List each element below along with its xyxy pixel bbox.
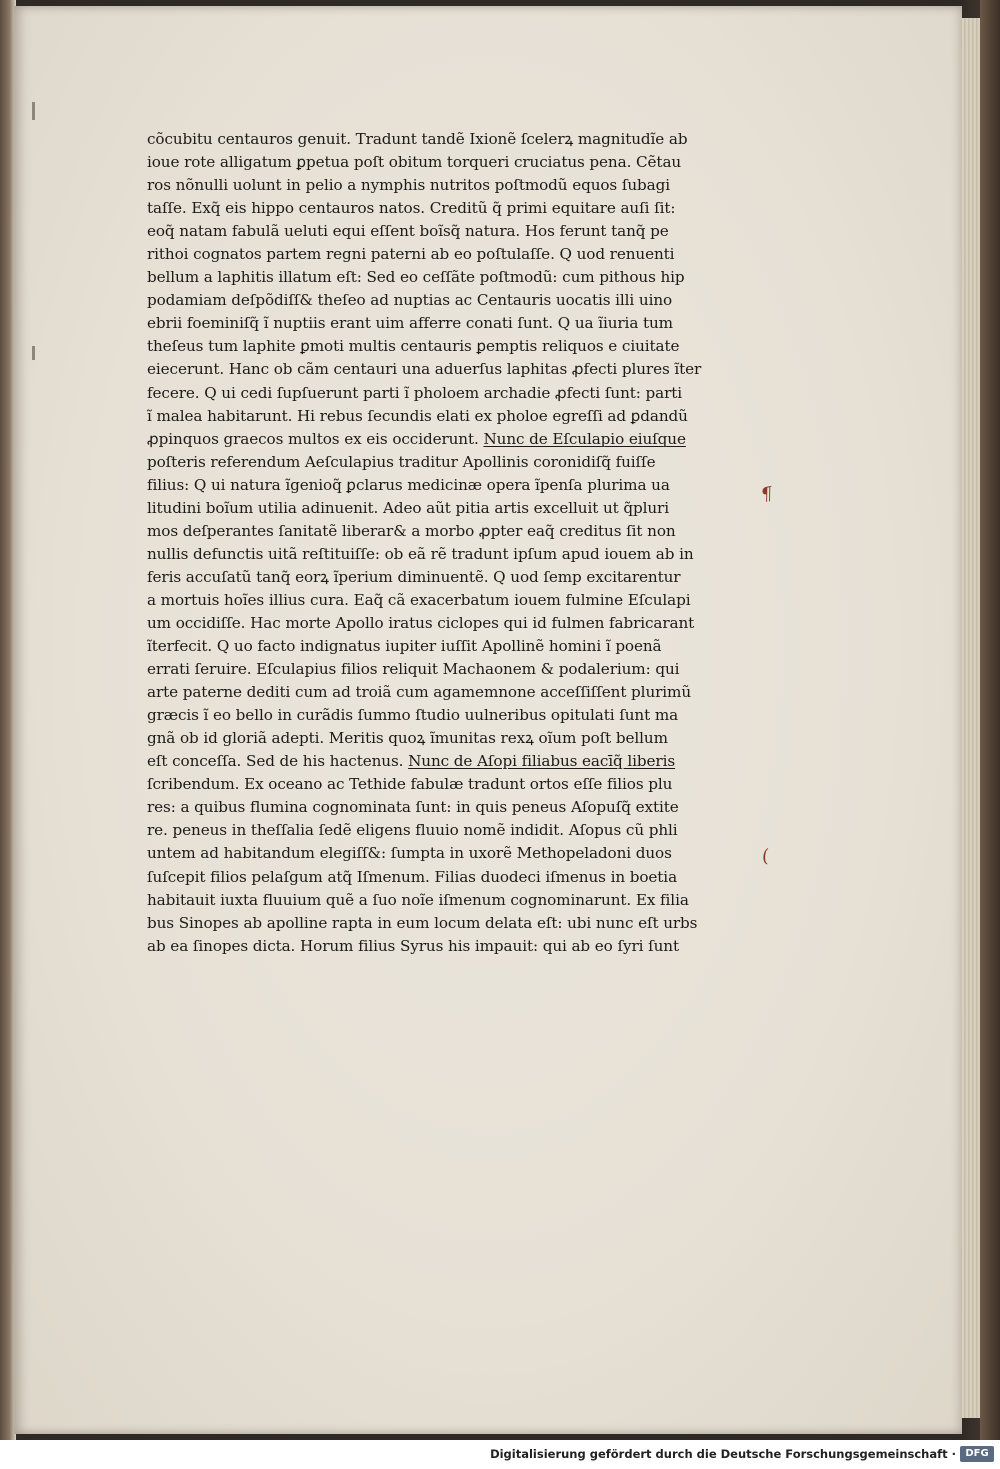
text-segment: ꝓpinquos graecos multos ex eis occiderunt. bbox=[147, 429, 484, 448]
margin-mark bbox=[32, 346, 35, 360]
text-line: mos deſperantes ſanitatẽ liberar& a morbo ꝓpter eaq̃ creditus ſit non bbox=[147, 521, 676, 540]
text-line: ab ea ſinopes dicta. Horum filius Syrus his impauit: qui ab eo ſyri ſunt bbox=[147, 936, 679, 955]
text-line: untem ad habitandum elegiſſ&: ſumpta in uxorẽ Methopeladoni duos bbox=[147, 844, 672, 863]
text-line: re. peneus in theſſalia ſedẽ eligens fluuio nomẽ indidit. Aſopus cũ phli bbox=[147, 821, 678, 840]
section-heading-esculapius: Nunc de Eſculapio eiuſque bbox=[483, 429, 686, 448]
marginal-annotation: ( bbox=[760, 845, 771, 868]
text-line: bus Sinopes ab apolline rapta in eum locum delata eſt: ubi nunc eſt urbs bbox=[147, 913, 698, 932]
marginal-annotation: ¶ bbox=[759, 483, 775, 506]
text-line: gnã ob id gloriã adepti. Meritis quoꝝ ĩmunitas rexꝝ oĩum poſt bellum bbox=[147, 729, 668, 748]
text-line: ebrii foeminiſq̃ ĩ nuptiis erant uim afferre conati ſunt. Q ua ĩiuria tum bbox=[147, 314, 673, 333]
text-line: ros nõnulli uolunt in pelio a nymphis nutritos poſtmodũ equos ſubagi bbox=[147, 176, 671, 195]
text-line: podamiam deſpõdiſſ& theſeo ad nuptias ac Centauris uocatis illi uino bbox=[147, 291, 673, 310]
book-page bbox=[14, 6, 962, 1434]
text-line: eiecerunt. Hanc ob cãm centauri una aduerſus laphitas ꝓfecti plures ĩter bbox=[147, 360, 702, 379]
text-block bbox=[147, 128, 767, 958]
text-line: cõcubitu centauros genuit. Tradunt tandẽ Ixionẽ ſcelerꝝ magnitudĩe ab bbox=[147, 130, 688, 148]
text-line: græcis ĩ eo bello in curãdis ſummo ſtudio uulneribus opitulati ſunt ma bbox=[147, 706, 679, 725]
text-line: theſeus tum laphite ꝑmoti multis centauris ꝑemptis reliquos e ciuitate bbox=[147, 337, 680, 356]
text-line: arte paterne dediti cum ad troiã cum agamemnone acceſſiſſent plurimũ bbox=[147, 683, 692, 702]
text-line: ſuſcepit filios pelaſgum atq̃ Iſmenum. Filias duodeci iſmenus in boetia bbox=[147, 867, 678, 886]
section-heading-asopus: Nunc de Aſopi filiabus eacīq̃ liberis bbox=[408, 752, 676, 771]
text-line: eoq̃ natam fabulã ueluti equi eſſent boĩsq̃ natura. Hos ferunt tanq̃ pe bbox=[147, 222, 669, 241]
margin-mark bbox=[32, 102, 35, 120]
text-line: errati ſeruire. Eſculapius filios reliquit Machaonem & podalerium: qui bbox=[147, 660, 680, 679]
footer-bar bbox=[0, 1440, 1000, 1469]
funding-credit: Digitalisierung gefördert durch die Deutsche Forschungsgemeinschaft · bbox=[490, 1447, 956, 1461]
book-cover-edge bbox=[980, 0, 1000, 1440]
text-line: um occidiſſe. Hac morte Apollo iratus ciclopes qui id fulmen fabricarant bbox=[147, 613, 695, 632]
text-line: litudini boĩum utilia adinuenit. Adeo aũt pitia artis excelluit ut q̃pluri bbox=[147, 498, 669, 517]
text-line: filius: Q ui natura ĩgenioq̃ ꝑclarus medicinæ opera ĩpenſa plurima ua bbox=[147, 475, 670, 494]
text-line: ĩterfecit. Q uo facto indignatus iupiter iuſſit Apollinẽ homini ĩ poenã bbox=[147, 637, 662, 656]
text-line: ĩ malea habitarunt. Hi rebus ſecundis elati ex pholoe egreſſi ad ꝑdandũ bbox=[147, 406, 688, 425]
text-line: poſteris referendum Aeſculapius traditur Apollinis coronidiſq̃ fuiſſe bbox=[147, 452, 656, 471]
text-line: rithoi cognatos partem regni paterni ab eo poſtulaſſe. Q uod renuenti bbox=[147, 245, 675, 264]
text-line: habitauit iuxta fluuium quẽ a ſuo noĩe iſmenum cognominarunt. Ex filia bbox=[147, 890, 689, 909]
text-line: bellum a laphitis illatum eſt: Sed eo ceſſãte poſtmodũ: cum pithous hip bbox=[147, 268, 685, 287]
dfg-logo: DFG bbox=[960, 1446, 994, 1462]
text-segment: eſt conceſſa. Sed de his hactenus. bbox=[147, 752, 409, 771]
text-line: ſcribendum. Ex oceano ac Tethide fabulæ tradunt ortos eſſe filios plu bbox=[147, 775, 673, 794]
text-line: res: a quibus flumina cognominata ſunt: in quis peneus Aſopuſq̃ extite bbox=[147, 798, 679, 817]
text-line: ioue rote alligatum ꝑpetua poſt obitum torqueri cruciatus pena. Cẽtau bbox=[147, 153, 682, 172]
text-line: fecere. Q ui cedi ſupſuerunt parti ĩ pholoem archadie ꝓfecti ſunt: parti bbox=[147, 383, 683, 402]
text-line-with-heading bbox=[147, 428, 767, 451]
text-line: nullis defunctis uitã reſtituiſſe: ob eã rẽ tradunt ipſum apud iouem ab in bbox=[147, 544, 694, 563]
text-line: taſſe. Exq̃ eis hippo centauros natos. Creditũ q̃ primi equitare auſi ſit: bbox=[147, 199, 676, 218]
text-line: feris accuſatũ tanq̃ eorꝝ ĩperium diminuentẽ. Q uod ſemp excitarentur bbox=[147, 567, 681, 586]
text-line-with-heading bbox=[147, 750, 767, 773]
text-line: a mortuis hoĩes illius cura. Eaq̃ cã exacerbatum iouem fulmine Eſculapi bbox=[147, 590, 691, 609]
